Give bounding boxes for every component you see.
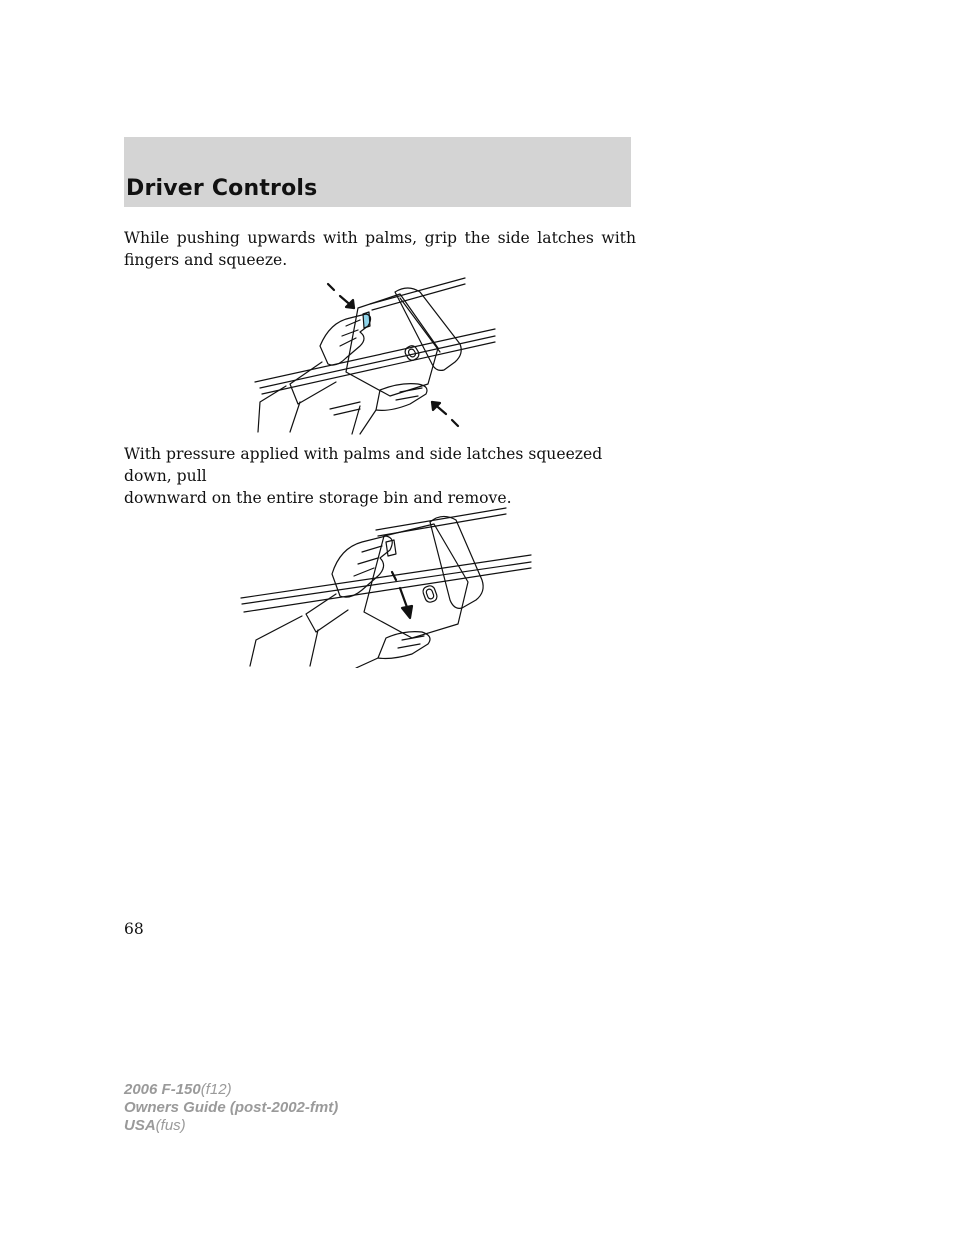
illustration-squeeze-latches <box>250 274 500 436</box>
footer-line-1 <box>124 1081 338 1099</box>
instruction-paragraph-1: While pushing upwards with palms, grip the side latches with fingers and squeeze. <box>124 229 636 269</box>
instruction-paragraph-2-line-1: With pressure applied with palms and side latches squeezed down, pull <box>124 445 603 485</box>
overhead-rails <box>241 508 531 612</box>
illustration-pull-bin-down <box>236 500 536 668</box>
overhead-rails <box>255 278 495 415</box>
lower-hand <box>356 632 430 668</box>
footer-market: USA <box>124 1117 156 1134</box>
lower-hand <box>352 384 427 434</box>
footer-model: 2006 F-150 <box>124 1081 201 1098</box>
footer-line-3 <box>124 1117 338 1135</box>
squeeze-arrow-top <box>328 284 354 308</box>
section-title: Driver Controls <box>126 176 318 201</box>
footer-line-2: Owners Guide (post-2002-fmt) <box>124 1099 339 1116</box>
footer-market-code: (fus) <box>155 1117 186 1134</box>
instruction-paragraph-2-line-2: downward on the entire storage bin and remove. <box>124 489 512 507</box>
pull-down-arrow <box>392 572 412 618</box>
document-footer <box>124 1081 338 1135</box>
page-number: 68 <box>124 920 144 938</box>
footer-model-code: (f12) <box>200 1081 232 1098</box>
squeeze-arrow-bottom <box>432 402 458 426</box>
upper-hand <box>250 536 392 666</box>
